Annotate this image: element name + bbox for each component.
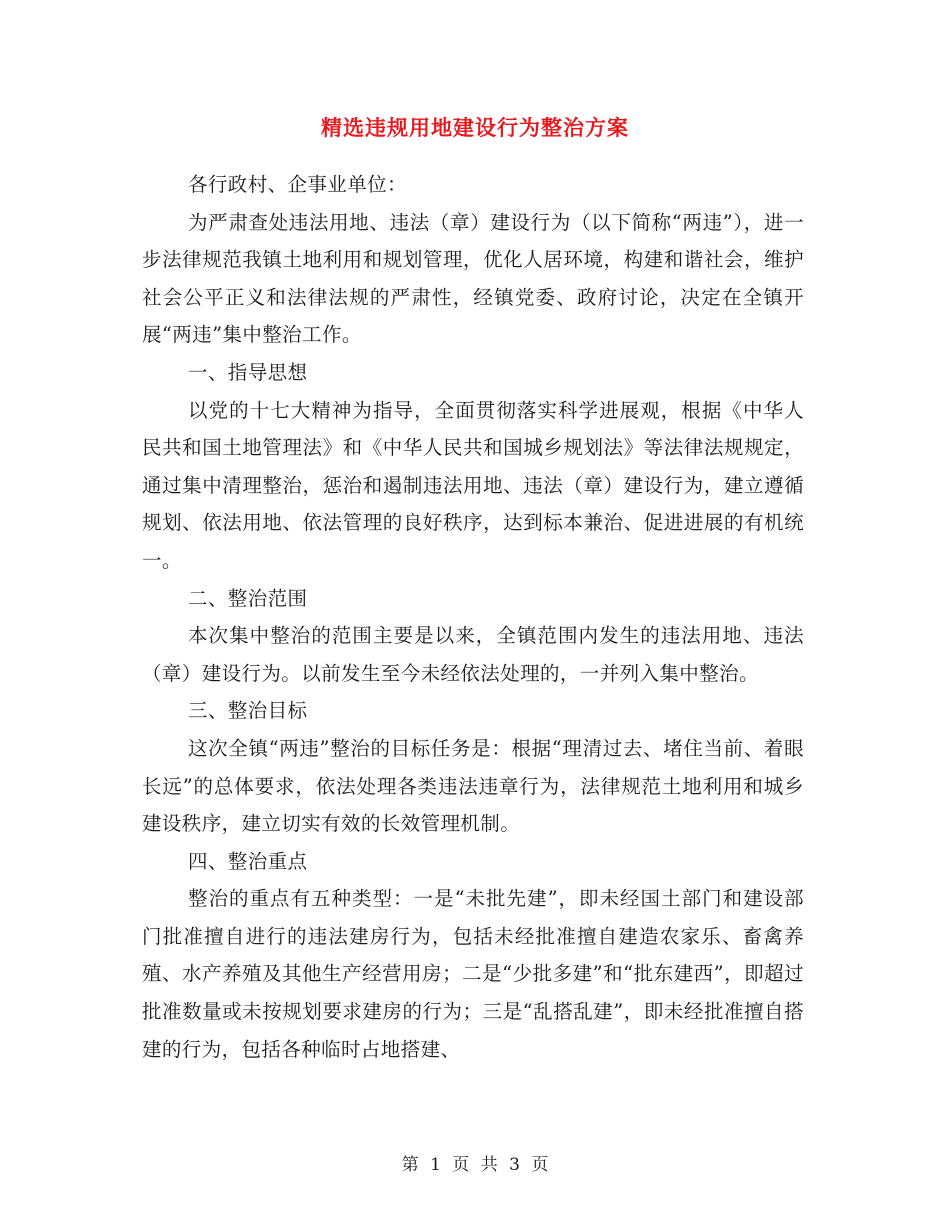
section-heading-focus: 四、整治重点 bbox=[188, 849, 308, 873]
goals-paragraph: 这次全镇“两违”整治的目标任务是：根据“理清过去、堵住当前、着眼长远”的总体要求，依法处理各类违法违章行为，法律规范土地利用和城乡建设秩序，建立切实有效的长效管理机制。 bbox=[142, 736, 804, 836]
salutation: 各行政村、企事业单位： bbox=[188, 173, 407, 196]
scope-paragraph: 本次集中整治的范围主要是以来，全镇范围内发生的违法用地、违法（章）建设行为。以前发生至今未经依法处理的，一并列入集中整治。 bbox=[142, 624, 804, 685]
section-heading-goals: 三、整治目标 bbox=[188, 699, 308, 723]
document-title: 精选违规用地建设行为整治方案 bbox=[321, 115, 629, 140]
section-heading-scope: 二、整治范围 bbox=[188, 586, 308, 610]
intro-paragraph: 为严肃查处违法用地、违法（章）建设行为（以下简称“两违”），进一步法律规范我镇土地利用和规划管理，优化人居环境，构建和谐社会，维护社会公平正义和法律法规的严肃性，经镇党委、政府讨论，决定在全镇开展“两违”集中整治工作。 bbox=[142, 210, 804, 347]
section-heading-guiding-thought: 一、指导思想 bbox=[188, 360, 308, 384]
focus-paragraph: 整治的重点有五种类型：一是“未批先建”，即未经国土部门和建设部门批准擅自进行的违法建房行为，包括未经批准擅自建造农家乐、畜禽养殖、水产养殖及其他生产经营用房；二是“少批多建”和“批东建西”，即超过批准数量或未按规划要求建房的行为；三是“乱搭乱建”，即未经批准擅自搭建的行为，包括各种临时占地搭建、 bbox=[142, 887, 804, 1061]
document-body bbox=[142, 166, 804, 1068]
page-number-footer: 第 1 页 共 3 页 bbox=[401, 1155, 549, 1175]
guiding-thought-paragraph: 以党的十七大精神为指导，全面贯彻落实科学进展观，根据《中华人民共和国土地管理法》和《中华人民共和国城乡规划法》等法律法规规定，通过集中清理整治，惩治和遏制违法用地、违法（章）建设行为，建立遵循规划、依法用地、依法管理的良好秩序，达到标本兼治、促进进展的有机统一。 bbox=[142, 398, 804, 572]
